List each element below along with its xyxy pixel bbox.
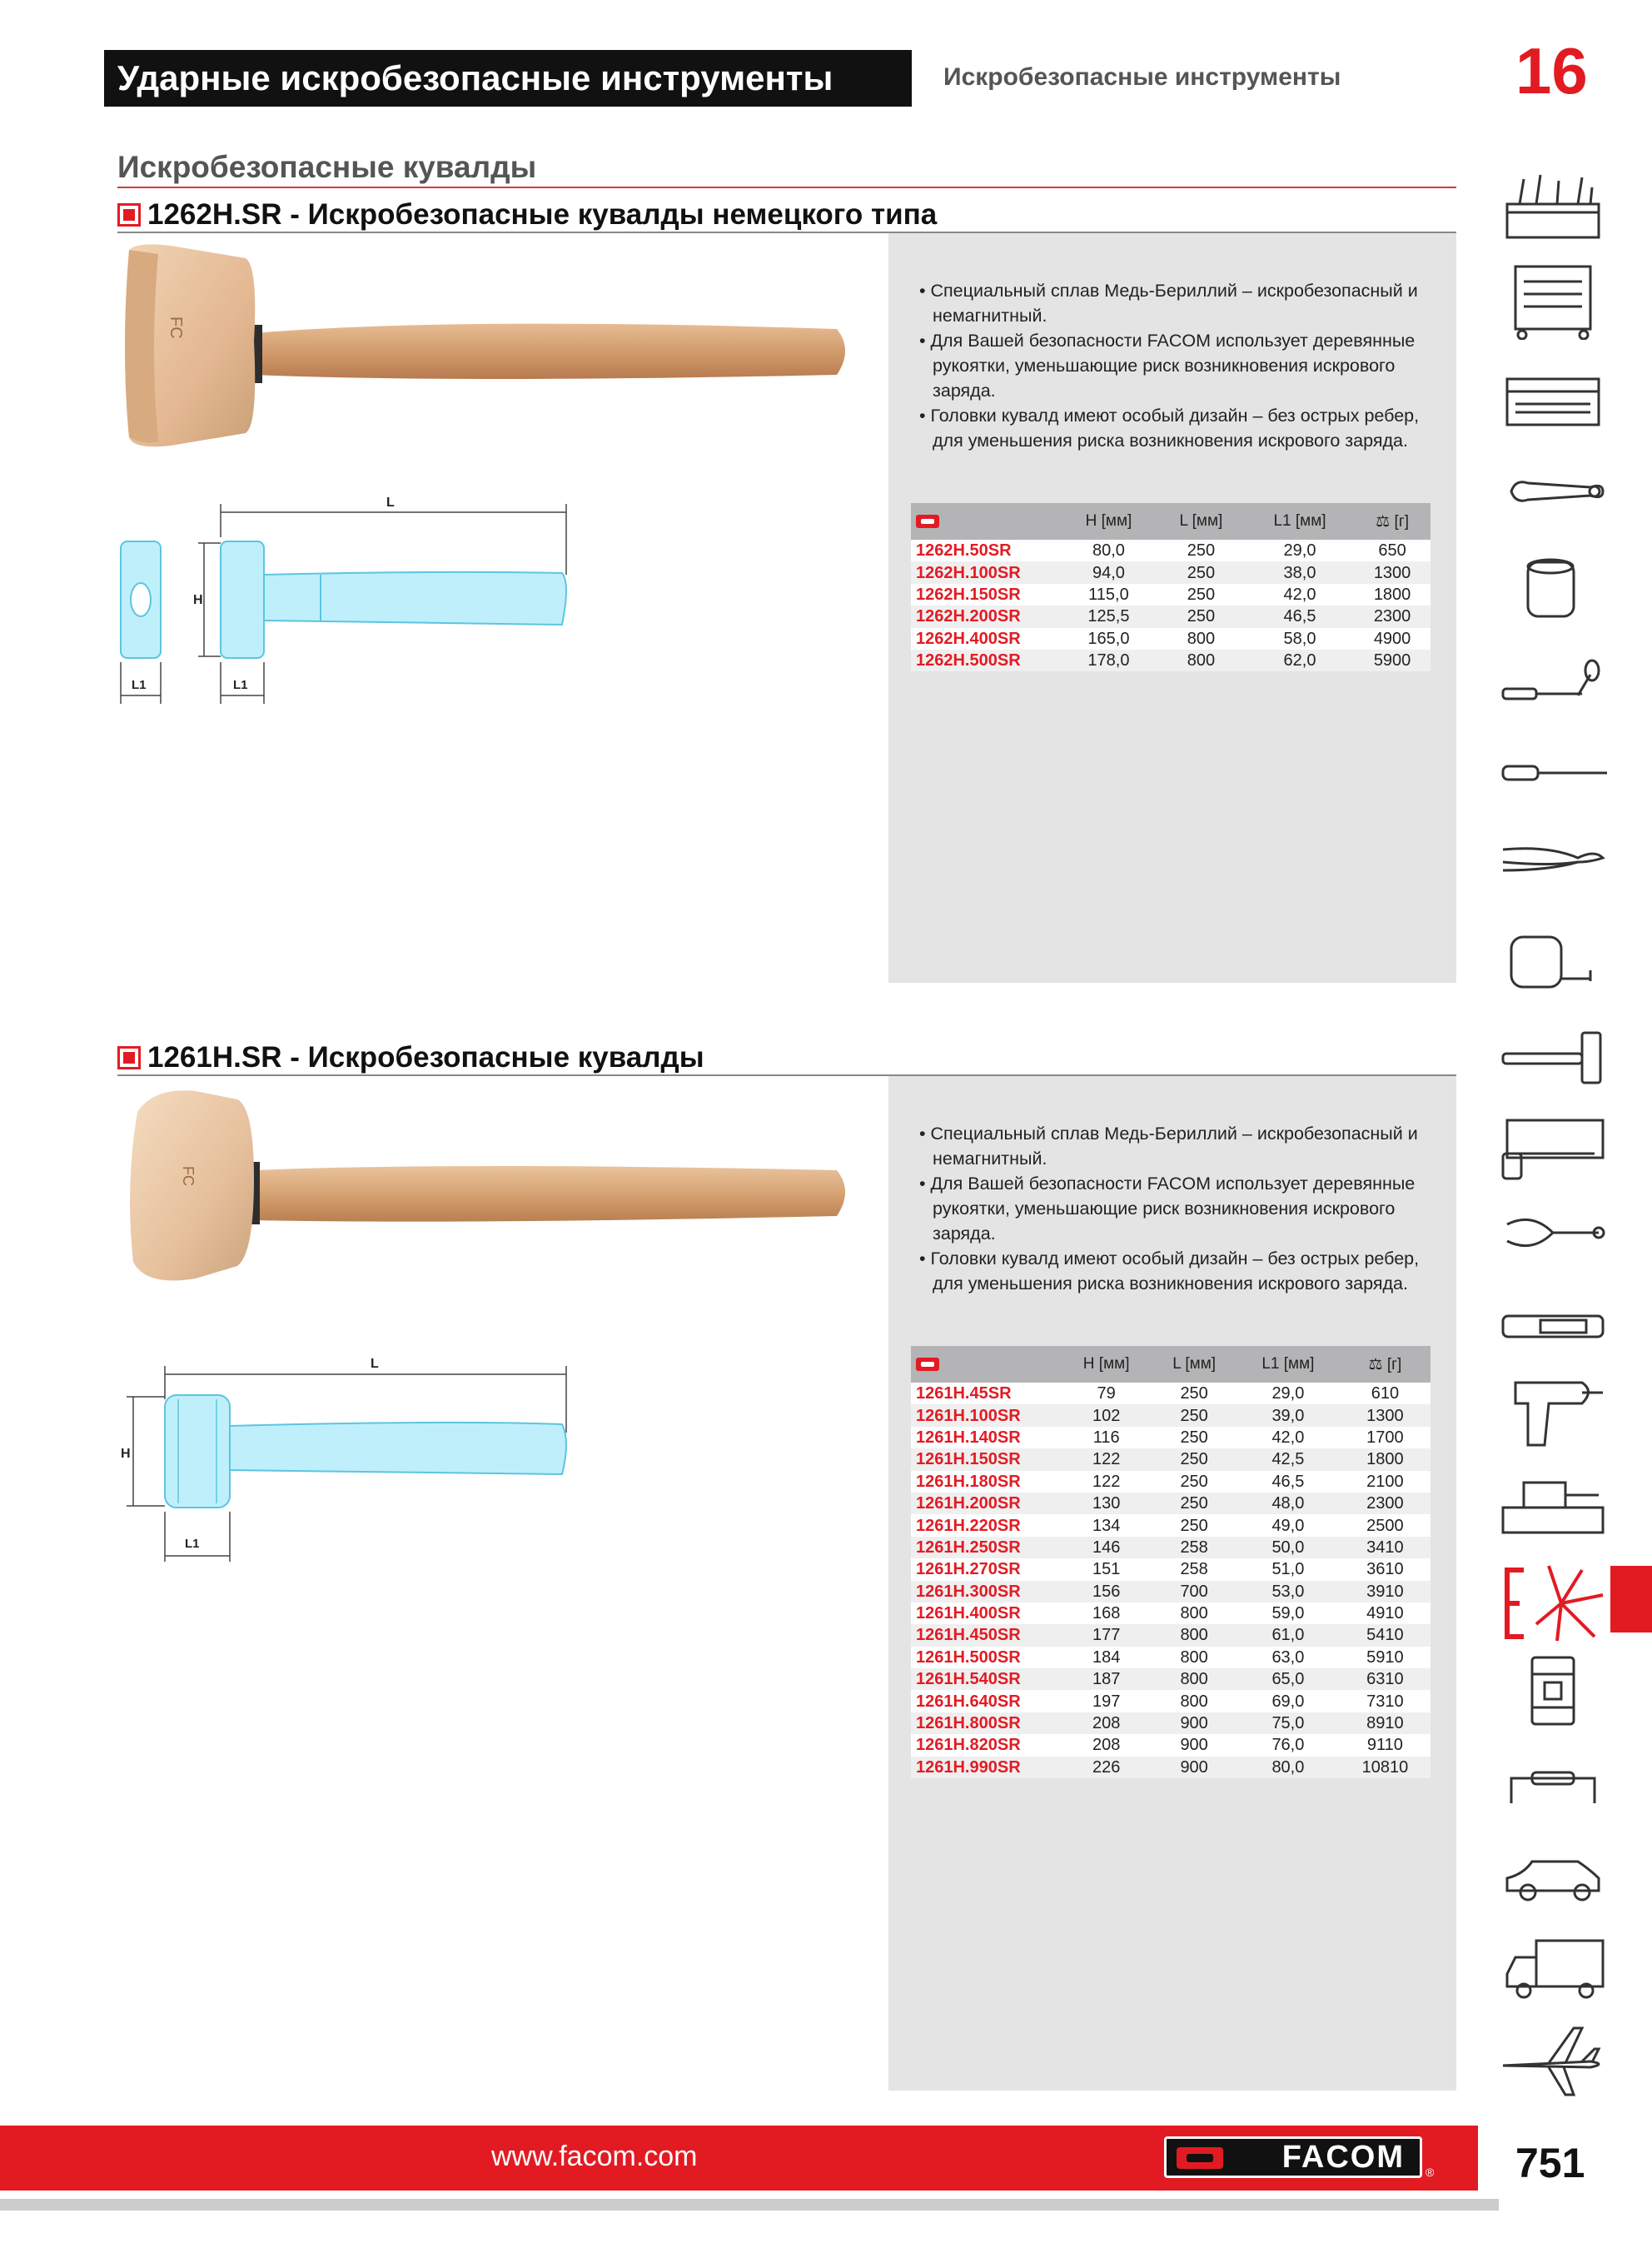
value-cell: 250 [1152, 1448, 1237, 1470]
value-cell: 46,5 [1237, 1471, 1340, 1493]
value-cell: 42,0 [1246, 584, 1354, 606]
value-cell: 156 [1061, 1581, 1152, 1602]
table-row [911, 1404, 1431, 1426]
col-weight: ⚖ [г] [1354, 503, 1431, 540]
dim-label-l: L [386, 496, 395, 510]
reference-cell: 1262H.200SR [911, 606, 1061, 627]
value-cell: 125,5 [1061, 606, 1157, 627]
value-cell: 250 [1152, 1383, 1237, 1404]
value-cell: 2100 [1340, 1471, 1431, 1493]
value-cell: 5910 [1340, 1647, 1431, 1668]
page-header-subtitle: Искробезопасные инструменты [943, 63, 1341, 91]
value-cell: 197 [1061, 1690, 1152, 1712]
reference-cell: 1261H.540SR [911, 1668, 1061, 1690]
spec-table-1261 [911, 1346, 1431, 1778]
feature-item: • Специальный сплав Медь-Бериллий – искробезопасный и немагнитный. [919, 281, 1418, 326]
value-cell: 250 [1152, 1493, 1237, 1514]
hammer-photo-1261 [121, 1087, 853, 1295]
combination-wrench-icon[interactable] [1499, 454, 1610, 529]
value-cell: 46,5 [1246, 606, 1354, 627]
table-row [911, 1558, 1431, 1580]
section-title: Искробезопасные кувалды [117, 150, 537, 184]
table-row [911, 1668, 1431, 1690]
ratchet-icon[interactable] [1499, 650, 1610, 725]
value-cell: 39,0 [1237, 1404, 1340, 1426]
value-cell: 1300 [1354, 561, 1431, 583]
value-cell: 58,0 [1246, 628, 1354, 650]
value-cell: 122 [1061, 1448, 1152, 1470]
value-cell: 1800 [1354, 584, 1431, 606]
table-row [911, 650, 1431, 671]
pliers-icon[interactable] [1499, 825, 1610, 900]
value-cell: 250 [1157, 606, 1246, 627]
value-cell: 151 [1061, 1558, 1152, 1580]
value-cell: 62,0 [1246, 650, 1354, 671]
value-cell: 49,0 [1237, 1514, 1340, 1536]
value-cell: 800 [1152, 1690, 1237, 1712]
page-header-title: Ударные искробезопасные инструменты [104, 50, 912, 107]
dim-label-h: H [193, 593, 203, 607]
value-cell: 5900 [1354, 650, 1431, 671]
value-cell: 115,0 [1061, 584, 1157, 606]
value-cell: 700 [1152, 1581, 1237, 1602]
table-row [911, 1493, 1431, 1514]
value-cell: 250 [1152, 1404, 1237, 1426]
feature-item: • Головки кувалд имеют особый дизайн – без острых ребер, для уменьшения риска возникновения искрового заряда. [919, 1249, 1420, 1293]
col-h: H [мм] [1061, 1346, 1152, 1383]
value-cell: 42,5 [1237, 1448, 1340, 1470]
active-chapter-tab[interactable] [1610, 1566, 1652, 1632]
value-cell: 61,0 [1237, 1624, 1340, 1646]
reference-cell: 1261H.820SR [911, 1734, 1061, 1756]
socket-icon[interactable] [1499, 550, 1610, 625]
reference-cell: 1261H.150SR [911, 1448, 1061, 1470]
table-row [911, 1537, 1431, 1558]
table-row [911, 1647, 1431, 1668]
reference-cell: 1262H.100SR [911, 561, 1061, 583]
value-cell: 79 [1061, 1383, 1152, 1404]
value-cell: 800 [1152, 1624, 1237, 1646]
table-row [911, 1581, 1431, 1602]
col-l1: L1 [мм] [1237, 1346, 1340, 1383]
technical-drawing-1262 [108, 491, 583, 716]
square-bullet-icon [117, 203, 141, 227]
table-row [911, 1602, 1431, 1624]
tool-cabinet-icon[interactable] [1499, 265, 1610, 340]
value-cell: 4900 [1354, 628, 1431, 650]
dim-label-l1: L1 [233, 678, 248, 692]
table-row [911, 584, 1431, 606]
spec-table-1262 [911, 503, 1431, 671]
hammer-photo-1262 [121, 242, 853, 458]
value-cell: 250 [1157, 561, 1246, 583]
value-cell: 5410 [1340, 1624, 1431, 1646]
value-cell: 122 [1061, 1471, 1152, 1493]
value-cell: 130 [1061, 1493, 1152, 1514]
feature-item: • Для Вашей безопасности FACOM использует деревянные рукоятки, уменьшающие риск возникновения искрового заряда. [919, 1174, 1416, 1244]
table-row [911, 1624, 1431, 1646]
table-row [911, 1734, 1431, 1756]
reference-cell: 1261H.140SR [911, 1427, 1061, 1448]
reference-cell: 1261H.300SR [911, 1581, 1061, 1602]
table-row [911, 1757, 1431, 1778]
value-cell: 102 [1061, 1404, 1152, 1426]
reference-cell: 1262H.150SR [911, 584, 1061, 606]
value-cell: 116 [1061, 1427, 1152, 1448]
value-cell: 2300 [1354, 606, 1431, 627]
value-cell: 3910 [1340, 1581, 1431, 1602]
value-cell: 900 [1152, 1712, 1237, 1734]
value-cell: 65,0 [1237, 1668, 1340, 1690]
value-cell: 800 [1152, 1647, 1237, 1668]
value-cell: 3610 [1340, 1558, 1431, 1580]
table-row [911, 1383, 1431, 1404]
facom-logo [1164, 2136, 1422, 2178]
chapter-number: 16 [1515, 34, 1588, 107]
col-l: L [мм] [1157, 503, 1246, 540]
value-cell: 80,0 [1237, 1757, 1340, 1778]
footer-strip [0, 2199, 1499, 2211]
value-cell: 178,0 [1061, 650, 1157, 671]
value-cell: 250 [1157, 540, 1246, 561]
value-cell: 69,0 [1237, 1690, 1340, 1712]
reference-cell: 1261H.220SR [911, 1514, 1061, 1536]
hammer-icon[interactable] [1499, 1020, 1610, 1095]
table-row [911, 628, 1431, 650]
table-row [911, 1690, 1431, 1712]
dim-label-h: H [121, 1447, 131, 1461]
value-cell: 208 [1061, 1734, 1152, 1756]
facom-logo-icon [1177, 2147, 1223, 2169]
page-number: 751 [1515, 2140, 1585, 2186]
value-cell: 1700 [1340, 1427, 1431, 1448]
value-cell: 8910 [1340, 1712, 1431, 1734]
value-cell: 3410 [1340, 1537, 1431, 1558]
circuit-breaker-icon[interactable] [1499, 1653, 1610, 1728]
product-title-text: 1261H.SR - Искробезопасные кувалды [147, 1041, 704, 1074]
tool-box-icon[interactable] [1499, 171, 1610, 246]
vice-icon[interactable] [1499, 1470, 1610, 1545]
product-title-1261 [117, 1041, 704, 1074]
value-cell: 800 [1152, 1602, 1237, 1624]
table-header-row [911, 503, 1431, 540]
registered-mark: ® [1426, 2166, 1435, 2179]
value-cell: 80,0 [1061, 540, 1157, 561]
weight-icon: ⚖ [1368, 1355, 1383, 1373]
tool-tray-icon[interactable] [1499, 366, 1610, 441]
col-h: H [мм] [1061, 503, 1157, 540]
value-cell: 38,0 [1246, 561, 1354, 583]
value-cell: 76,0 [1237, 1734, 1340, 1756]
value-cell: 258 [1152, 1558, 1237, 1580]
square-bullet-icon [117, 1046, 141, 1069]
value-cell: 4910 [1340, 1602, 1431, 1624]
value-cell: 800 [1157, 628, 1246, 650]
reference-cell: 1261H.800SR [911, 1712, 1061, 1734]
table-row [911, 561, 1431, 583]
table-header-row [911, 1346, 1431, 1383]
feature-item: • Для Вашей безопасности FACOM использует деревянные рукоятки, уменьшающие риск возникновения искрового заряда. [919, 331, 1416, 401]
reference-cell: 1261H.450SR [911, 1624, 1061, 1646]
value-cell: 51,0 [1237, 1558, 1340, 1580]
reference-cell: 1261H.400SR [911, 1602, 1061, 1624]
weight-icon: ⚖ [1376, 512, 1391, 531]
truck-icon[interactable] [1499, 1932, 1610, 2007]
value-cell: 50,0 [1237, 1537, 1340, 1558]
value-cell: 48,0 [1237, 1493, 1340, 1514]
value-cell: 75,0 [1237, 1712, 1340, 1734]
value-cell: 2300 [1340, 1493, 1431, 1514]
table-row [911, 1514, 1431, 1536]
value-cell: 10810 [1340, 1757, 1431, 1778]
feature-item: • Специальный сплав Медь-Бериллий – искробезопасный и немагнитный. [919, 1124, 1418, 1169]
facom-logo-text: FACOM [1281, 2140, 1405, 2175]
tester-icon[interactable] [1499, 1287, 1610, 1362]
feature-list-1262 [909, 278, 1442, 453]
footer-url[interactable]: www.facom.com [491, 2141, 698, 2172]
reference-cell: 1262H.400SR [911, 628, 1061, 650]
value-cell: 187 [1061, 1668, 1152, 1690]
col-l: L [мм] [1152, 1346, 1237, 1383]
puller-icon[interactable] [1499, 1199, 1610, 1274]
value-cell: 29,0 [1246, 540, 1354, 561]
value-cell: 29,0 [1237, 1383, 1340, 1404]
value-cell: 7310 [1340, 1690, 1431, 1712]
value-cell: 1800 [1340, 1448, 1431, 1470]
value-cell: 800 [1152, 1668, 1237, 1690]
reference-cell: 1261H.500SR [911, 1647, 1061, 1668]
table-row [911, 1712, 1431, 1734]
reference-cell: 1261H.990SR [911, 1757, 1061, 1778]
feature-item: • Головки кувалд имеют особый дизайн – без острых ребер, для уменьшения риска возникновения искрового заряда. [919, 406, 1420, 451]
reference-cell: 1261H.200SR [911, 1493, 1061, 1514]
reference-cell: 1262H.500SR [911, 650, 1061, 671]
feature-list-1261 [909, 1121, 1442, 1296]
handle-icon[interactable] [1499, 1749, 1610, 1824]
svg-text:FC: FC [167, 317, 185, 339]
value-cell: 63,0 [1237, 1647, 1340, 1668]
product-title-1262 [117, 198, 937, 232]
value-cell: 134 [1061, 1514, 1152, 1536]
tape-measure-icon[interactable] [1499, 925, 1610, 999]
value-cell: 250 [1157, 584, 1246, 606]
value-cell: 168 [1061, 1602, 1152, 1624]
value-cell: 146 [1061, 1537, 1152, 1558]
value-cell: 900 [1152, 1734, 1237, 1756]
value-cell: 53,0 [1237, 1581, 1340, 1602]
technical-drawing-1261 [108, 1333, 583, 1566]
table-row [911, 1427, 1431, 1448]
car-icon[interactable] [1499, 1841, 1610, 1916]
col-weight: ⚖ [г] [1340, 1346, 1431, 1383]
dim-label-l: L [371, 1357, 379, 1371]
reference-cell: 1262H.50SR [911, 540, 1061, 561]
value-cell: 1300 [1340, 1404, 1431, 1426]
screwdriver-icon[interactable] [1499, 733, 1610, 808]
value-cell: 900 [1152, 1757, 1237, 1778]
value-cell: 6310 [1340, 1668, 1431, 1690]
reference-cell: 1261H.250SR [911, 1537, 1061, 1558]
value-cell: 177 [1061, 1624, 1152, 1646]
reference-cell: 1261H.270SR [911, 1558, 1061, 1580]
reference-logo-icon [911, 1346, 1061, 1383]
value-cell: 42,0 [1237, 1427, 1340, 1448]
table-row [911, 606, 1431, 627]
airplane-icon[interactable] [1499, 2024, 1610, 2099]
section-divider [117, 187, 1456, 188]
value-cell: 250 [1152, 1427, 1237, 1448]
hacksaw-icon[interactable] [1499, 1108, 1610, 1183]
value-cell: 165,0 [1061, 628, 1157, 650]
impact-wrench-icon[interactable] [1499, 1374, 1610, 1449]
table-row [911, 1448, 1431, 1470]
reference-cell: 1261H.45SR [911, 1383, 1061, 1404]
sparkproof-icon[interactable] [1499, 1558, 1610, 1649]
dim-label-l1: L1 [185, 1537, 200, 1551]
value-cell: 208 [1061, 1712, 1152, 1734]
value-cell: 59,0 [1237, 1602, 1340, 1624]
table-row [911, 1471, 1431, 1493]
value-cell: 250 [1152, 1514, 1237, 1536]
reference-cell: 1261H.180SR [911, 1471, 1061, 1493]
product-title-text: 1262H.SR - Искробезопасные кувалды немецкого типа [147, 198, 938, 231]
value-cell: 650 [1354, 540, 1431, 561]
value-cell: 800 [1157, 650, 1246, 671]
value-cell: 258 [1152, 1537, 1237, 1558]
value-cell: 184 [1061, 1647, 1152, 1668]
value-cell: 9110 [1340, 1734, 1431, 1756]
dim-label-l1: L1 [132, 678, 147, 692]
value-cell: 94,0 [1061, 561, 1157, 583]
svg-text:FC: FC [180, 1166, 197, 1186]
col-l1: L1 [мм] [1246, 503, 1354, 540]
value-cell: 226 [1061, 1757, 1152, 1778]
table-row [911, 540, 1431, 561]
reference-cell: 1261H.100SR [911, 1404, 1061, 1426]
value-cell: 250 [1152, 1471, 1237, 1493]
reference-logo-icon [911, 503, 1061, 540]
value-cell: 610 [1340, 1383, 1431, 1404]
reference-cell: 1261H.640SR [911, 1690, 1061, 1712]
value-cell: 2500 [1340, 1514, 1431, 1536]
